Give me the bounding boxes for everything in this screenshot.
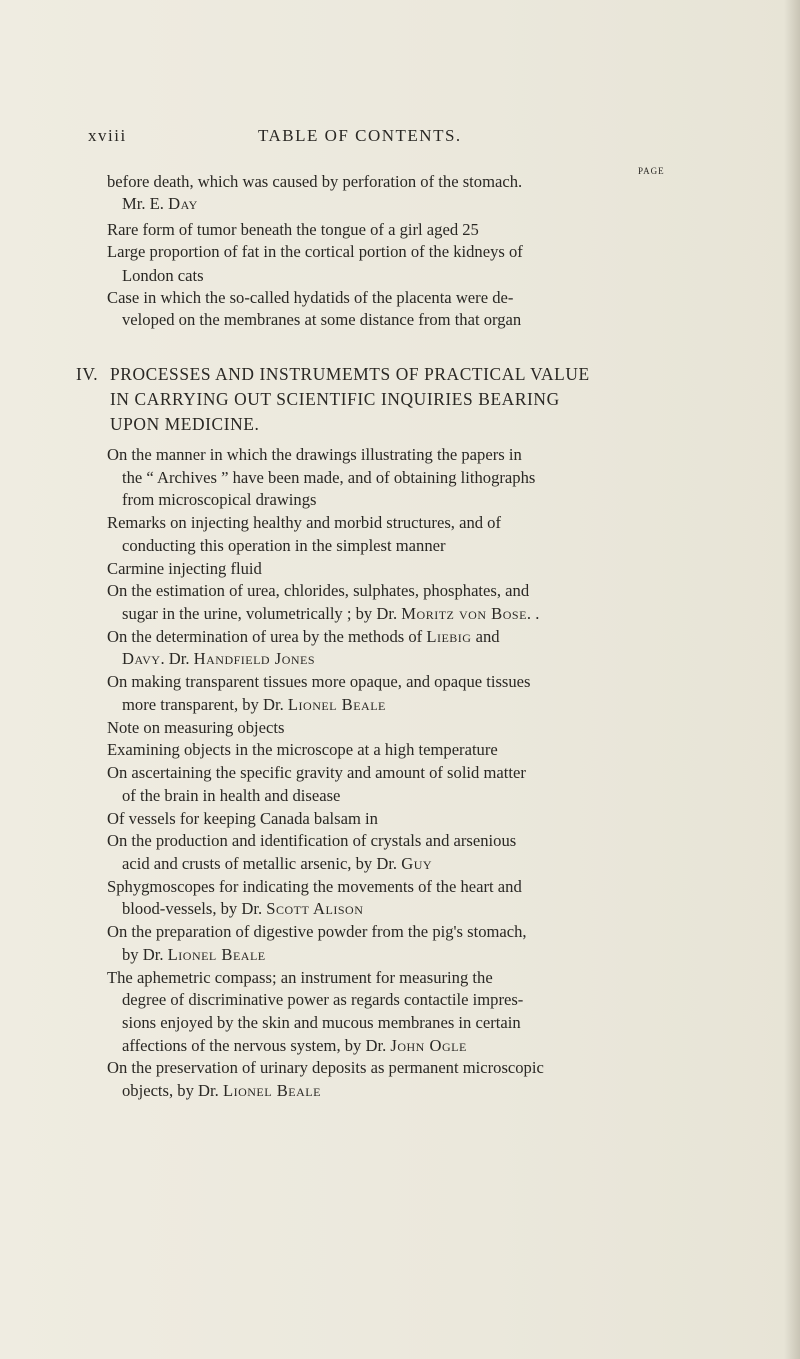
toc-entry-line: Remarks on injecting healthy and morbid structures, and of — [107, 513, 502, 532]
toc-entry-line: On the preparation of digestive powder from the pig's stomach, — [107, 922, 527, 941]
continued-entry-line: Rare form of tumor beneath the tongue of a girl aged 25 — [107, 220, 479, 239]
toc-entry-line: sugar in the urine, volumetrically ; by Dr. Moritz von Bose. . — [122, 604, 540, 623]
toc-entry-line: Note on measuring objects — [107, 718, 285, 737]
toc-entry-line: Carmine injecting fluid — [107, 559, 262, 578]
toc-entry-line: On making transparent tissues more opaque, and opaque tissues — [107, 672, 531, 691]
header-page-number: xviii — [88, 126, 127, 145]
toc-entry-line: more transparent, by Dr. Lionel Beale — [122, 695, 386, 714]
section-title-line: UPON MEDICINE. — [110, 414, 260, 434]
header-title: TABLE OF CONTENTS. — [258, 126, 462, 145]
continued-entry-line: before death, which was caused by perforation of the stomach. — [107, 172, 523, 191]
toc-entry-line: blood-vessels, by Dr. Scott Alison — [122, 899, 364, 918]
page-edge-shadow — [784, 0, 800, 1359]
toc-entry-line: acid and crusts of metallic arsenic, by Dr. Guy — [122, 854, 433, 873]
section-title — [110, 362, 710, 437]
toc-entry-line: On the estimation of urea, chlorides, sulphates, phosphates, and — [107, 581, 530, 600]
section-title-line: IN CARRYING OUT SCIENTIFIC INQUIRIES BEARING — [110, 389, 560, 409]
toc-entry-line: Examining objects in the microscope at a high temperature — [107, 740, 498, 759]
toc-entry-line: degree of discriminative power as regards contactile impres- — [122, 990, 524, 1009]
toc-entry-line: The aphemetric compass; an instrument for measuring the — [107, 968, 493, 987]
continued-entry-line: London cats — [122, 266, 204, 285]
continued-entry-line: veloped on the membranes at some distance from that organ — [122, 310, 522, 329]
toc-entry-line: the “ Archives ” have been made, and of obtaining lithographs — [122, 468, 536, 487]
toc-entry-line: On the determination of urea by the methods of Liebig and — [107, 627, 500, 646]
toc-entry-line: by Dr. Lionel Beale — [122, 945, 266, 964]
toc-entry-line: conducting this operation in the simplest manner — [122, 536, 446, 555]
toc-entry-line: Of vessels for keeping Canada balsam in — [107, 809, 378, 828]
continued-entry-line: Mr. E. Day — [122, 194, 198, 213]
toc-entry-line: Sphygmoscopes for indicating the movements of the heart and — [107, 877, 522, 896]
continued-entry-line: Large proportion of fat in the cortical portion of the kidneys of — [107, 242, 523, 261]
section-title-line: PROCESSES AND INSTRUMEMTS OF PRACTICAL VALUE — [110, 364, 590, 384]
toc-entry-line: objects, by Dr. Lionel Beale — [122, 1081, 321, 1100]
section-number: IV. — [76, 364, 99, 384]
toc-entry-line: On the production and identification of crystals and arsenious — [107, 831, 517, 850]
continued-entry-line: Case in which the so-called hydatids of the placenta were de- — [107, 288, 514, 307]
toc-entry-line: sions enjoyed by the skin and mucous membranes in certain — [122, 1013, 521, 1032]
running-header — [88, 126, 728, 152]
toc-entry-line: affections of the nervous system, by Dr. John Ogle — [122, 1036, 467, 1055]
toc-entry-line: Davy. Dr. Handfield Jones — [122, 649, 316, 668]
toc-entry-line: On the manner in which the drawings illustrating the papers in — [107, 445, 522, 464]
toc-entry-line: On the preservation of urinary deposits as permanent microscopic — [107, 1058, 544, 1077]
page-column-label: PAGE — [638, 166, 665, 176]
toc-entry-line: On ascertaining the specific gravity and amount of solid matter — [107, 763, 526, 782]
toc-entry-line: of the brain in health and disease — [122, 786, 341, 805]
toc-entry-line: from microscopical drawings — [122, 490, 317, 509]
